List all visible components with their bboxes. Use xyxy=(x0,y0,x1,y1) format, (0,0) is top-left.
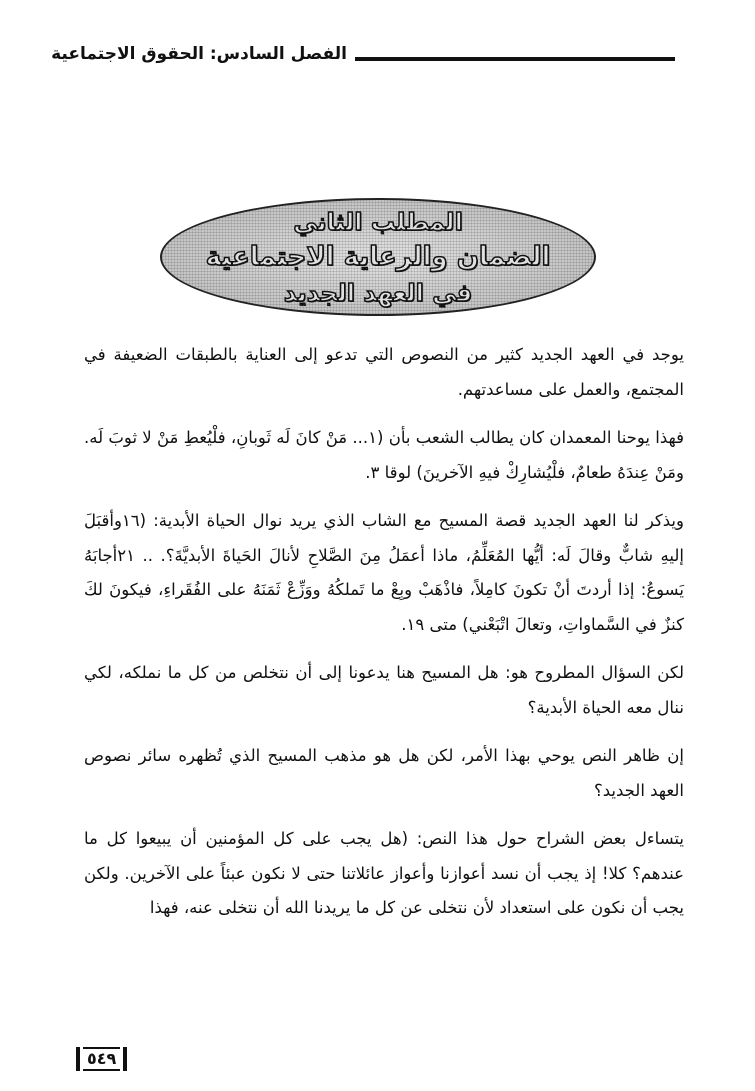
page-number-bar-right xyxy=(123,1047,127,1071)
section-banner xyxy=(160,198,596,316)
paragraph-3: ويذكر لنا العهد الجديد قصة المسيح مع الشاب الذي يريد نوال الحياة الأبدية: (١٦وأقبَلَ إليهِ شابٌّ وقالَ لَه: أيُّها المُعَلِّمُ، ماذا أعمَلُ مِنَ الصَّلاحِ لأنالَ الحَياةَ الأبديَّةَ؟. .. ٢١أجابَهُ يَسوعُ: إذا أردتَ أنْ تكونَ كامِلاً، فاذْهَبْ وبِعْ ما تَملكُهُ ووَزِّعْ ثَمَنَهُ على الفُقَراءِ، فيكونَ لكَ كنزٌ في السَّماواتِ، وتعالَ اتْبَعْني) متى ١٩. xyxy=(84,511,684,634)
page-number-value: ٥٤٩ xyxy=(83,1047,120,1071)
banner-line-2: الضمان والرعاية الاجتماعية xyxy=(205,242,551,272)
page-number xyxy=(76,1046,127,1072)
banner-line-3: في العهد الجديد xyxy=(283,279,473,307)
paragraph-4: لكن السؤال المطروح هو: هل المسيح هنا يدعونا إلى أن نتخلص من كل ما نملكه، لكي ننال معه الحياة الأبدية؟ xyxy=(84,663,684,717)
paragraph-1: يوجد في العهد الجديد كثير من النصوص التي تدعو إلى العناية بالطبقات الضعيفة في المجتمع، والعمل على مساعدتهم. xyxy=(84,345,684,399)
body-text xyxy=(84,338,684,940)
paragraph-6: يتساءل بعض الشراح حول هذا النص: (هل يجب على كل المؤمنين أن يبيعوا كل ما عندهم؟ كلا! إذ يجب أن نسد أعوازنا وأعواز عائلاتنا حتى لا نكون عبئاً على الآخرين. ولكن يجب أن نكون على استعداد لأن نتخلى عن كل ما يريدنا الله أن نتخلى عنه، فهذا xyxy=(84,829,684,917)
paragraph-2: فهذا يوحنا المعمدان كان يطالب الشعب بأن (١... مَنْ كانَ لَه ثَوبانِ، فلْيُعطِ مَنْ لا ثوبَ لَه. ومَنْ عِندَهُ طعامٌ، فلْيُشارِكْ فيهِ الآخرينَ) لوقا ٣. xyxy=(84,428,684,482)
running-header-title: الفصل السادس: الحقوق الاجتماعية xyxy=(51,44,347,64)
page-number-bar-left xyxy=(76,1047,80,1071)
paragraph-5: إن ظاهر النص يوحي بهذا الأمر، لكن هل هو مذهب المسيح الذي تُظهره سائر نصوص العهد الجديد؟ xyxy=(84,746,684,800)
banner-line-1: المطلب الثاني xyxy=(293,208,463,236)
header-rule xyxy=(355,57,675,61)
